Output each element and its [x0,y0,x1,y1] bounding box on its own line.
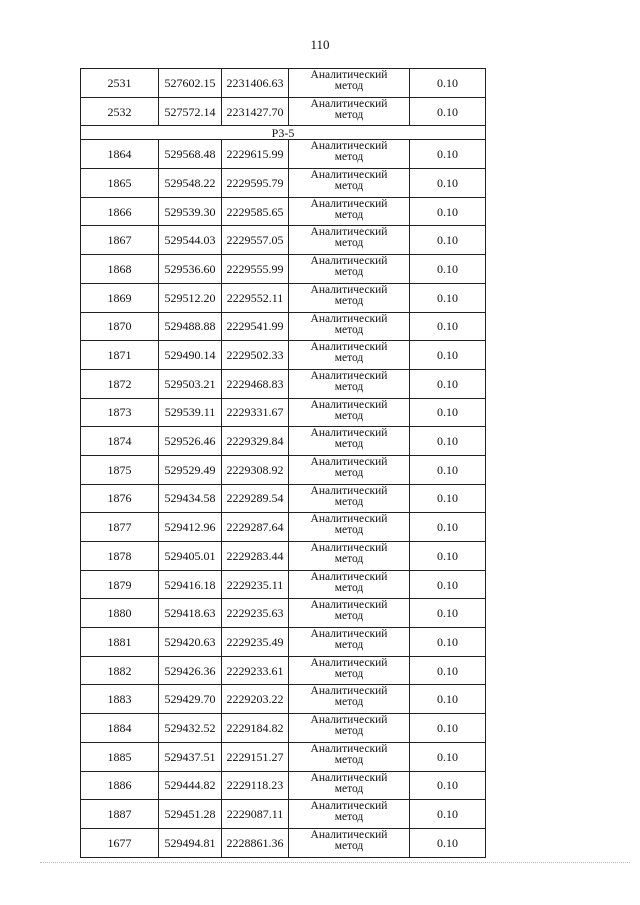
point-id-cell: 1877 [81,513,159,542]
accuracy-cell: 0.10 [410,800,486,829]
table-row [81,570,486,599]
method-cell [289,742,410,771]
accuracy-cell: 0.10 [410,570,486,599]
accuracy-cell: 0.10 [410,513,486,542]
method-cell [289,599,410,628]
y-coordinate-cell: 2231427.70 [222,97,289,126]
accuracy-cell: 0.10 [410,628,486,657]
y-coordinate-cell: 2229585.65 [222,197,289,226]
method-line-1: Аналитический [310,169,388,182]
method-line-2: метод [334,438,364,451]
x-coordinate-cell: 529434.58 [159,484,222,513]
method-cell [289,628,410,657]
table-row [81,599,486,628]
y-coordinate-cell: 2229287.64 [222,513,289,542]
point-id-cell: 1887 [81,800,159,829]
point-id-cell: 1878 [81,542,159,571]
accuracy-cell: 0.10 [410,685,486,714]
method-line-1: Аналитический [310,341,388,354]
point-id-cell: 1879 [81,570,159,599]
method-cell [289,283,410,312]
method-line-2: метод [334,294,364,307]
table-row [81,97,486,126]
x-coordinate-cell: 529568.48 [159,140,222,169]
method-line-1: Аналитический [310,197,388,210]
method-line-2: метод [334,495,364,508]
method-line-2: метод [334,696,364,709]
method-cell [289,369,410,398]
table-row [81,341,486,370]
y-coordinate-cell: 2229203.22 [222,685,289,714]
method-line-1: Аналитический [310,369,388,382]
y-coordinate-cell: 2229289.54 [222,484,289,513]
point-id-cell: 1882 [81,656,159,685]
point-id-cell: 1873 [81,398,159,427]
accuracy-cell: 0.10 [410,341,486,370]
x-coordinate-cell: 529418.63 [159,599,222,628]
method-cell [289,513,410,542]
accuracy-cell: 0.10 [410,140,486,169]
y-coordinate-cell: 2229468.83 [222,369,289,398]
point-id-cell: 2531 [81,69,159,98]
y-coordinate-cell: 2229151.27 [222,742,289,771]
method-line-2: метод [334,811,364,824]
x-coordinate-cell: 529539.11 [159,398,222,427]
method-line-1: Аналитический [310,455,388,468]
table-row [81,197,486,226]
accuracy-cell: 0.10 [410,197,486,226]
accuracy-cell: 0.10 [410,398,486,427]
method-line-1: Аналитический [310,484,388,497]
y-coordinate-cell: 2229235.63 [222,599,289,628]
x-coordinate-cell: 529512.20 [159,283,222,312]
point-id-cell: 1885 [81,742,159,771]
y-coordinate-cell: 2229329.84 [222,427,289,456]
method-line-2: метод [334,782,364,795]
method-cell [289,484,410,513]
point-id-cell: 1884 [81,714,159,743]
method-line-1: Аналитический [310,628,388,641]
accuracy-cell: 0.10 [410,69,486,98]
point-id-cell: 1868 [81,255,159,284]
method-line-1: Аналитический [310,226,388,239]
table-row [81,685,486,714]
table-row [81,742,486,771]
method-line-2: метод [334,553,364,565]
table-body-after [81,140,486,857]
method-line-1: Аналитический [310,570,388,583]
method-cell [289,341,410,370]
method-line-1: Аналитический [310,714,388,727]
table-row [81,800,486,829]
point-id-cell: 1883 [81,685,159,714]
method-line-2: метод [334,725,364,738]
y-coordinate-cell: 2229233.61 [222,656,289,685]
method-line-1: Аналитический [310,542,388,554]
accuracy-cell: 0.10 [410,255,486,284]
method-line-1: Аналитический [310,800,388,813]
point-id-cell: 1886 [81,771,159,800]
method-cell [289,570,410,599]
table-row [81,484,486,513]
method-line-1: Аналитический [310,599,388,612]
method-line-2: метод [334,208,364,221]
accuracy-cell: 0.10 [410,742,486,771]
table-row [81,513,486,542]
x-coordinate-cell: 529529.49 [159,455,222,484]
method-line-1: Аналитический [310,255,388,268]
method-line-1: Аналитический [310,140,388,153]
table-row [81,255,486,284]
method-cell [289,828,410,857]
method-line-2: метод [334,610,364,623]
accuracy-cell: 0.10 [410,283,486,312]
x-coordinate-cell: 529416.18 [159,570,222,599]
method-line-1: Аналитический [310,742,388,755]
table-row [81,69,486,98]
accuracy-cell: 0.10 [410,599,486,628]
method-line-2: метод [334,466,364,479]
table-row [81,828,486,857]
method-line-2: метод [334,667,364,680]
table-row [81,455,486,484]
point-id-cell: 1872 [81,369,159,398]
page-number: 110 [310,37,330,52]
point-id-cell: 1866 [81,197,159,226]
point-id-cell: 1881 [81,628,159,657]
accuracy-cell: 0.10 [410,714,486,743]
method-line-2: метод [334,151,364,164]
accuracy-cell: 0.10 [410,226,486,255]
table-row [81,369,486,398]
method-line-2: метод [334,237,364,250]
x-coordinate-cell: 529405.01 [159,542,222,571]
accuracy-cell: 0.10 [410,97,486,126]
x-coordinate-cell: 529548.22 [159,169,222,198]
accuracy-cell: 0.10 [410,656,486,685]
table-row [81,169,486,198]
accuracy-cell: 0.10 [410,312,486,341]
accuracy-cell: 0.10 [410,455,486,484]
method-line-2: метод [334,581,364,594]
accuracy-cell: 0.10 [410,542,486,571]
method-cell [289,455,410,484]
method-line-2: метод [334,323,364,336]
method-line-2: метод [334,108,364,121]
x-coordinate-cell: 529539.30 [159,197,222,226]
point-id-cell: 1875 [81,455,159,484]
y-coordinate-cell: 2229557.05 [222,226,289,255]
x-coordinate-cell: 529412.96 [159,513,222,542]
table-row [81,398,486,427]
method-line-2: метод [334,266,364,279]
x-coordinate-cell: 529420.63 [159,628,222,657]
y-coordinate-cell: 2229283.44 [222,542,289,571]
method-cell [289,398,410,427]
y-coordinate-cell: 2229541.99 [222,312,289,341]
method-cell [289,97,410,126]
accuracy-cell: 0.10 [410,369,486,398]
y-coordinate-cell: 2229615.99 [222,140,289,169]
table-row [81,226,486,255]
method-cell [289,169,410,198]
method-line-2: метод [334,352,364,365]
y-coordinate-cell: 2231406.63 [222,69,289,98]
y-coordinate-cell: 2228861.36 [222,828,289,857]
method-cell [289,69,410,98]
table-body-before [81,69,486,126]
method-line-1: Аналитический [310,685,388,698]
method-line-2: метод [334,80,364,92]
y-coordinate-cell: 2229087.11 [222,800,289,829]
method-cell [289,542,410,571]
point-id-cell: 1869 [81,283,159,312]
method-cell [289,140,410,169]
table-row [81,628,486,657]
method-line-1: Аналитический [310,771,388,784]
y-coordinate-cell: 2229595.79 [222,169,289,198]
table-row [81,714,486,743]
method-line-2: метод [334,753,364,766]
method-cell [289,197,410,226]
accuracy-cell: 0.10 [410,427,486,456]
method-cell [289,312,410,341]
method-line-2: метод [334,180,364,193]
method-line-2: метод [334,380,364,393]
coordinates-table [80,68,486,858]
point-id-cell: 1880 [81,599,159,628]
method-line-1: Аналитический [310,69,388,81]
point-id-cell: 1876 [81,484,159,513]
x-coordinate-cell: 529437.51 [159,742,222,771]
x-coordinate-cell: 529536.60 [159,255,222,284]
y-coordinate-cell: 2229331.67 [222,398,289,427]
method-line-1: Аналитический [310,513,388,526]
x-coordinate-cell: 529488.88 [159,312,222,341]
table-section-header [81,126,486,140]
table-row [81,312,486,341]
method-line-1: Аналитический [310,427,388,440]
section-label: Р3-5 [81,126,486,140]
scan-artifact-dots [40,862,630,865]
method-cell [289,714,410,743]
point-id-cell: 1677 [81,828,159,857]
accuracy-cell: 0.10 [410,169,486,198]
method-line-1: Аналитический [310,283,388,296]
x-coordinate-cell: 529503.21 [159,369,222,398]
x-coordinate-cell: 527602.15 [159,69,222,98]
method-line-1: Аналитический [310,656,388,669]
y-coordinate-cell: 2229235.11 [222,570,289,599]
method-line-1: Аналитический [310,312,388,325]
y-coordinate-cell: 2229555.99 [222,255,289,284]
point-id-cell: 1871 [81,341,159,370]
y-coordinate-cell: 2229502.33 [222,341,289,370]
point-id-cell: 1870 [81,312,159,341]
method-line-2: метод [334,639,364,652]
method-line-1: Аналитический [310,828,388,841]
method-cell [289,656,410,685]
method-line-2: метод [334,524,364,537]
method-line-2: метод [334,409,364,422]
y-coordinate-cell: 2229118.23 [222,771,289,800]
point-id-cell: 1865 [81,169,159,198]
table-row [81,771,486,800]
point-id-cell: 1874 [81,427,159,456]
method-cell [289,685,410,714]
table-row [81,542,486,571]
method-cell [289,771,410,800]
x-coordinate-cell: 529526.46 [159,427,222,456]
y-coordinate-cell: 2229235.49 [222,628,289,657]
x-coordinate-cell: 529451.28 [159,800,222,829]
x-coordinate-cell: 529432.52 [159,714,222,743]
point-id-cell: 1867 [81,226,159,255]
x-coordinate-cell: 529429.70 [159,685,222,714]
x-coordinate-cell: 529494.81 [159,828,222,857]
x-coordinate-cell: 529444.82 [159,771,222,800]
method-line-2: метод [334,839,364,852]
method-cell [289,427,410,456]
accuracy-cell: 0.10 [410,828,486,857]
x-coordinate-cell: 527572.14 [159,97,222,126]
table-row [81,656,486,685]
x-coordinate-cell: 529544.03 [159,226,222,255]
method-line-1: Аналитический [310,398,388,411]
y-coordinate-cell: 2229184.82 [222,714,289,743]
point-id-cell: 1864 [81,140,159,169]
method-line-1: Аналитический [310,97,388,110]
point-id-cell: 2532 [81,97,159,126]
accuracy-cell: 0.10 [410,771,486,800]
x-coordinate-cell: 529490.14 [159,341,222,370]
table-row [81,140,486,169]
method-cell [289,800,410,829]
section-row [81,126,486,140]
method-cell [289,255,410,284]
y-coordinate-cell: 2229552.11 [222,283,289,312]
x-coordinate-cell: 529426.36 [159,656,222,685]
accuracy-cell: 0.10 [410,484,486,513]
method-cell [289,226,410,255]
table-row [81,283,486,312]
table-row [81,427,486,456]
y-coordinate-cell: 2229308.92 [222,455,289,484]
